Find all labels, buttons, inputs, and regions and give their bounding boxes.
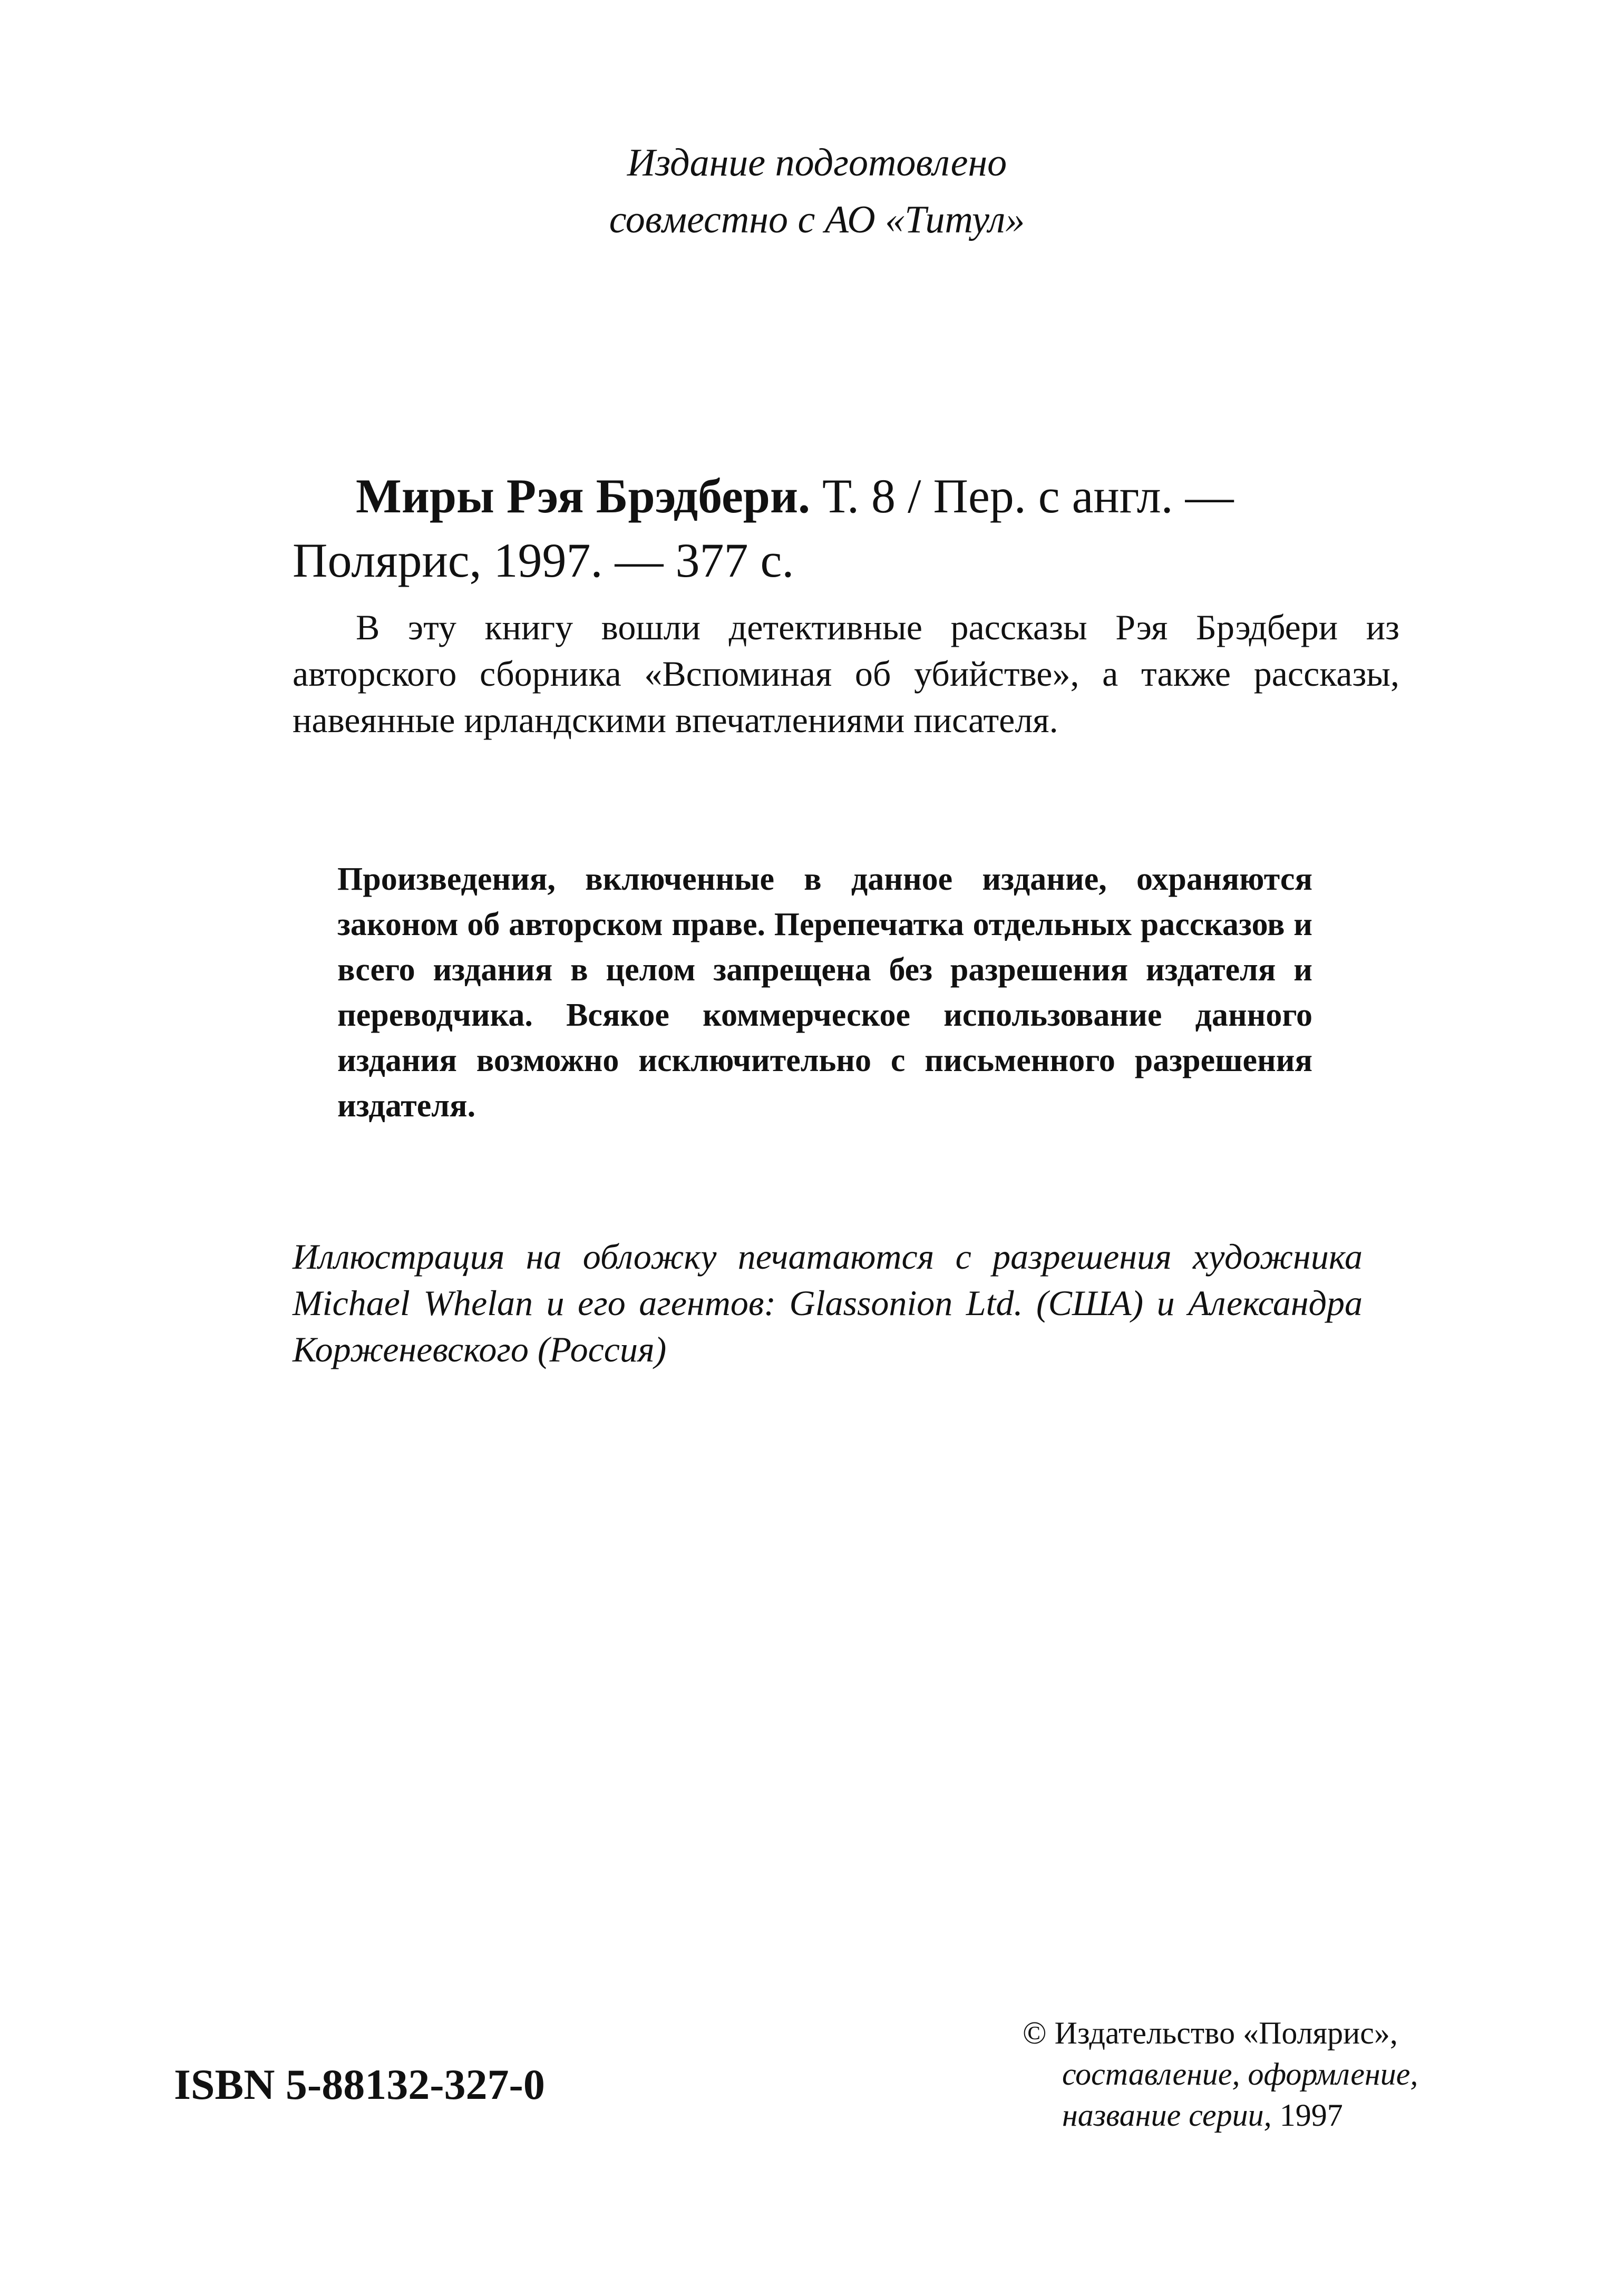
book-publication-details: Т. 8 / Пер. с англ. — Полярис, 1997. — 377 с.	[293, 469, 1234, 587]
book-series-title: Миры Рэя Брэдбери.	[356, 469, 810, 523]
copyright-protection-notice: Произведения, включенные в данное издание, охраняются законом об авторском праве. Перепечатка отдельных рассказов и всего издания в целом запрещена без разрешения издателя и переводчика. Всякое коммерческое использование данного издания возможно исключительно с письменного разрешения издателя.	[337, 861, 1312, 1124]
copyright-line-2: составление, оформление,	[1062, 2057, 1418, 2091]
cover-illustration-credit: Иллюстрация на обложку печатаются с разрешения художника Michael Whelan и его агентов: Glassonion Ltd. (США) и Александра Корженевского (Россия)	[293, 1237, 1363, 1369]
book-annotation: В эту книгу вошли детективные рассказы Рэя Брэдбери из авторского сборника «Вспоминая об убийстве», а также рассказы, навеянные ирландскими впечатлениями писателя.	[293, 607, 1399, 740]
bibliographic-entry	[293, 464, 1399, 743]
copyright-series-name-label: название серии,	[1062, 2098, 1272, 2133]
copyright-line-3	[1023, 2095, 1497, 2136]
copyright-line-1: © Издательство «Полярис»,	[1023, 2016, 1398, 2050]
isbn-number: ISBN 5-88132-327-0	[174, 2060, 545, 2108]
preparation-note	[527, 134, 1107, 248]
bibliographic-heading	[293, 464, 1399, 592]
preparation-note-line-2: совместно с АО «Титул»	[609, 198, 1025, 241]
copyright-year: 1997	[1279, 2098, 1343, 2133]
publisher-copyright	[1023, 2012, 1497, 2136]
preparation-note-line-1: Издание подготовлено	[627, 141, 1007, 184]
